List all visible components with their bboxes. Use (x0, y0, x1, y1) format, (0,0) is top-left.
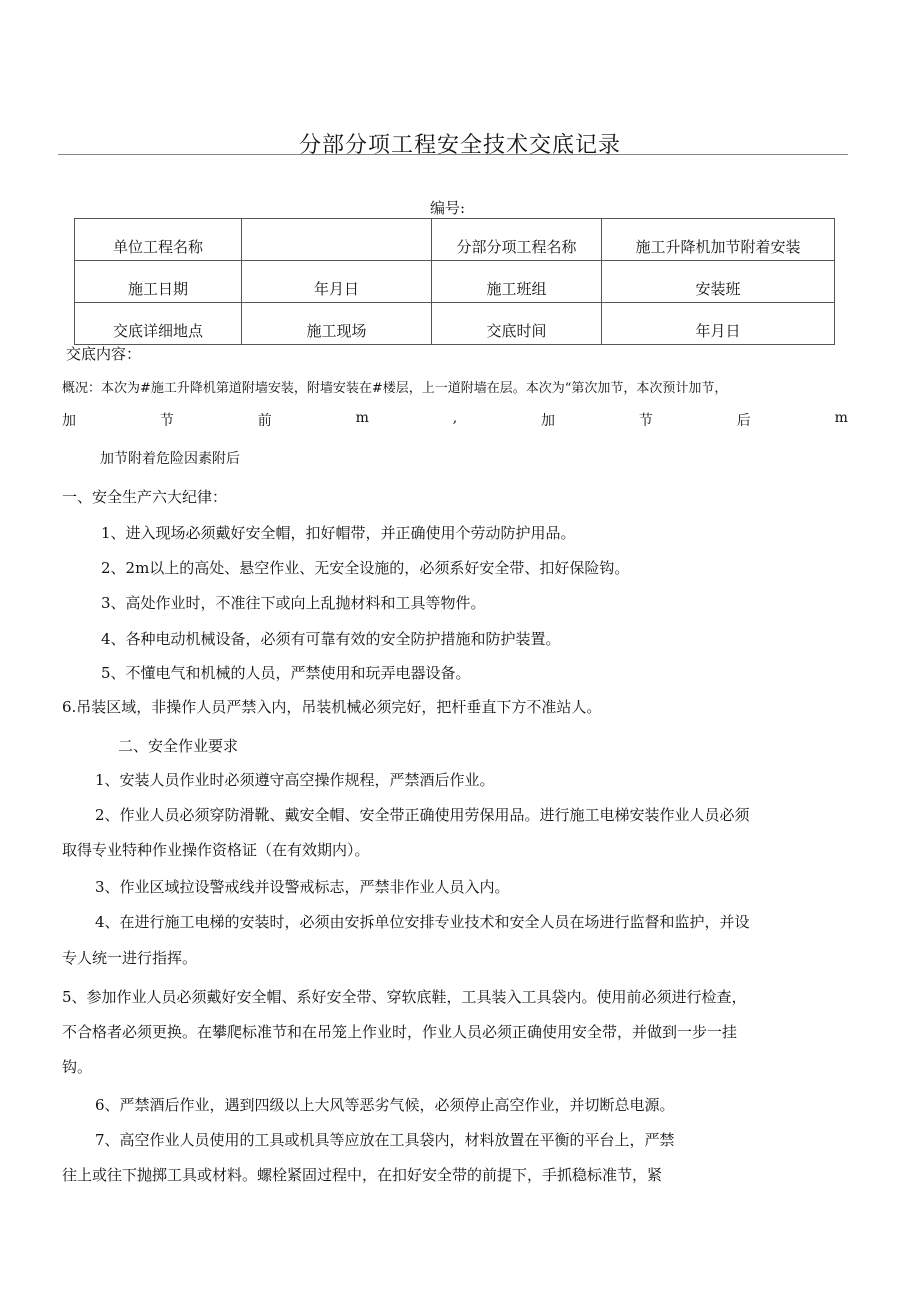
table-cell: 交底时间 (432, 303, 602, 345)
content-label: 交底内容： (66, 345, 142, 363)
spread-char: 节 (638, 413, 653, 429)
paragraph-line: 3、作业区域拉设警戒线并设警戒标志，严禁非作业人员入内。 (95, 878, 510, 896)
table-cell: 年月日 (242, 261, 432, 303)
spread-char: , (452, 410, 458, 426)
list-item: 6.吊装区域，非操作人员严禁入内，吊装机械必须完好，把杆垂直下方不准站人。 (62, 698, 602, 716)
table-cell: 年月日 (602, 303, 835, 345)
table-cell: 交底详细地点 (75, 303, 242, 345)
table-cell: 施工升降机加节附着安装 (602, 219, 835, 261)
paragraph-line: 取得专业特种作业操作资格证（在有效期内）。 (62, 841, 370, 859)
document-title: 分部分项工程安全技术交底记录 (298, 133, 621, 158)
table-cell: 施工班组 (432, 261, 602, 303)
section2-heading: 二、安全作业要求 (118, 737, 239, 755)
spread-line (62, 410, 848, 430)
table-cell: 单位工程名称 (75, 219, 242, 261)
paragraph-line: 钩。 (62, 1058, 93, 1076)
table-cell: 施工现场 (242, 303, 432, 345)
table-cell: 安装班 (602, 261, 835, 303)
title-underline (58, 154, 848, 155)
paragraph-line: 专人统一进行指挥。 (62, 949, 198, 967)
list-item: 4、各种电动机械设备，必须有可靠有效的安全防护措施和防护装置。 (101, 630, 561, 648)
spread-char: 加 (541, 413, 556, 429)
paragraph-line: 6、严禁酒后作业，遇到四级以上大风等恶劣气候，必须停止高空作业，并切断总电源。 (95, 1096, 675, 1114)
section1-heading: 一、安全生产六大纪律： (62, 488, 228, 506)
paragraph-line: 往上或往下抛掷工具或材料。螺栓紧固过程中，在扣好安全带的前提下，手抓稳标准节，紧 (62, 1166, 663, 1184)
paragraph-line: 4、在进行施工电梯的安装时，必须由安拆单位安排专业技术和安全人员在场进行监督和监护，并设 (95, 913, 750, 931)
spread-char: 前 (257, 413, 272, 429)
table-cell: 分部分项工程名称 (432, 219, 602, 261)
spread-char: m (355, 410, 369, 426)
table-cell (242, 219, 432, 261)
spread-char: 节 (159, 413, 174, 429)
list-item: 2、2m以上的高处、悬空作业、无安全设施的，必须系好安全带、扣好保险钩。 (101, 559, 630, 577)
table-cell: 施工日期 (75, 261, 242, 303)
list-item: 5、不懂电气和机械的人员，严禁使用和玩弄电器设备。 (101, 664, 471, 682)
table-row (75, 303, 835, 345)
spread-char: 加 (62, 413, 76, 429)
list-item: 3、高处作业时，不准往下或向上乱抛材料和工具等物件。 (101, 594, 486, 612)
project-info-table (74, 218, 835, 345)
paragraph-line: 不合格者必须更换。在攀爬标准节和在吊笼上作业时，作业人员必须正确使用安全带，并做到一步一挂 (62, 1023, 738, 1041)
spread-char: 后 (736, 413, 751, 429)
paragraph-line: 2、作业人员必须穿防滑靴、戴安全帽、安全带正确使用劳保用品。进行施工电梯安装作业人员必须 (95, 806, 750, 824)
hazard-line: 加节附着危险因素附后 (100, 451, 240, 467)
table-row (75, 219, 835, 261)
paragraph-line: 5、参加作业人员必须戴好安全帽、系好安全带、穿软底鞋，工具装入工具袋内。使用前必须进行检查， (62, 988, 747, 1006)
paragraph-line: 1、安装人员作业时必须遵守高空操作规程，严禁酒后作业。 (95, 771, 495, 789)
paragraph-line: 7、高空作业人员使用的工具或机具等应放在工具袋内，材料放置在平衡的平台上，严禁 (95, 1131, 675, 1149)
table-row (75, 261, 835, 303)
spread-char: m (834, 410, 848, 426)
serial-number-label: 编号: (430, 199, 466, 217)
overview-text: 概况：本次为#施工升降机第道附墙安装，附墙安装在#楼层，上一道附墙在层。本次为“第次加节，本次预计加节， (62, 381, 728, 396)
list-item: 1、进入现场必须戴好安全帽，扣好帽带，并正确使用个劳动防护用品。 (101, 524, 576, 542)
